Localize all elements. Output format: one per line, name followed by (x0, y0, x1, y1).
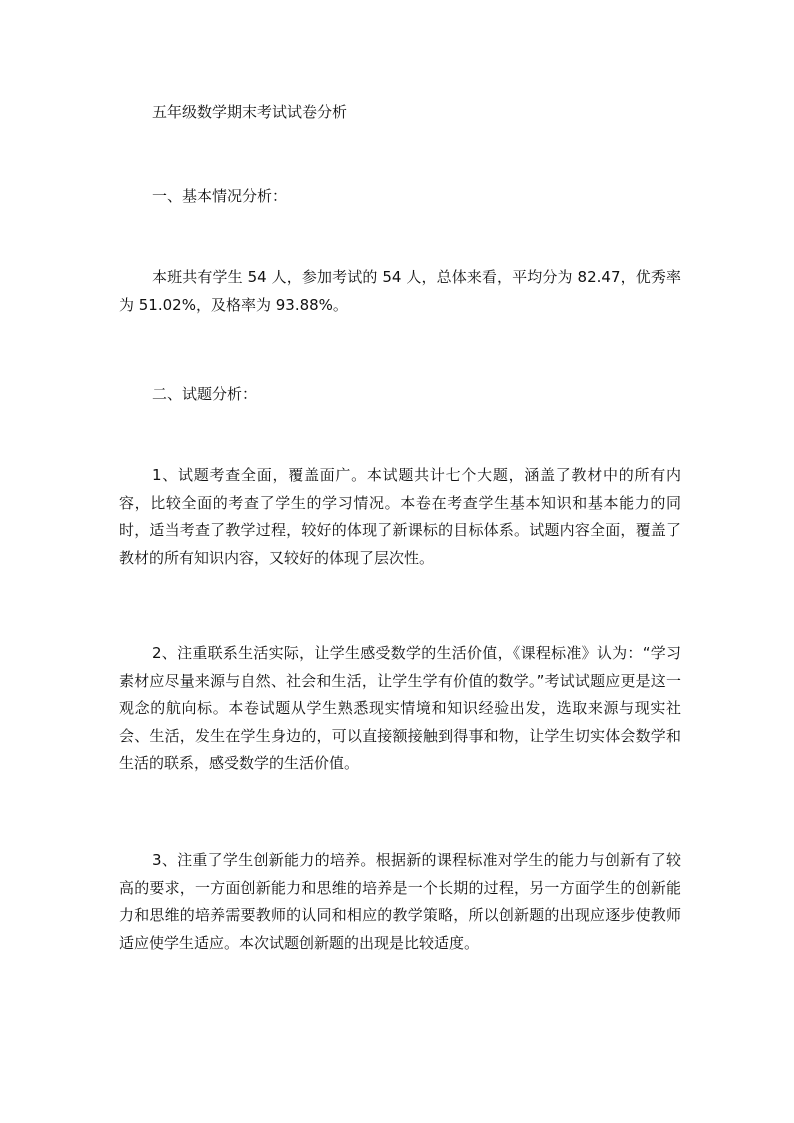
document-title: 五年级数学期末考试试卷分析 (152, 103, 348, 121)
basic-info-paragraph: 本班共有学生 54 人，参加考试的 54 人，总体来看，平均分为 82.47，优秀率为 51.02%，及格率为 93.88%。 (119, 268, 681, 314)
section-heading-question-analysis: 二、试题分析： (152, 385, 258, 403)
section-heading-basic-info: 一、基本情况分析： (152, 187, 288, 205)
analysis-point-3: 3、注重了学生创新能力的培养。根据新的课程标准对学生的能力与创新有了较高的要求，一方面创新能力和思维的培养是一个长期的过程，另一方面学生的创新能力和思维的培养需要教师的认同和相应的教学策略，所以创新题的出现应逐步使教师适应使学生适应。本次试题创新题的出现是比较适度。 (119, 851, 681, 952)
analysis-point-1: 1、试题考查全面，覆盖面广。本试题共计七个大题，涵盖了教材中的所有内容，比较全面的考查了学生的学习情况。本卷在考查学生基本知识和基本能力的同时，适当考查了教学过程，较好的体现了新课标的目标体系。试题内容全面，覆盖了教材的所有知识内容，又较好的体现了层次性。 (119, 466, 681, 567)
analysis-point-2: 2、注重联系生活实际，让学生感受数学的生活价值，《课程标准》认为：“学习素材应尽量来源与自然、社会和生活，让学生学有价值的数学。”考试试题应更是这一观念的航向标。本卷试题从学生熟悉现实情境和知识经验出发，选取来源与现实社会、生活，发生在学生身边的，可以直接额接触到得事和物，让学生切实体会数学和生活的联系，感受数学的生活价值。 (119, 644, 681, 772)
